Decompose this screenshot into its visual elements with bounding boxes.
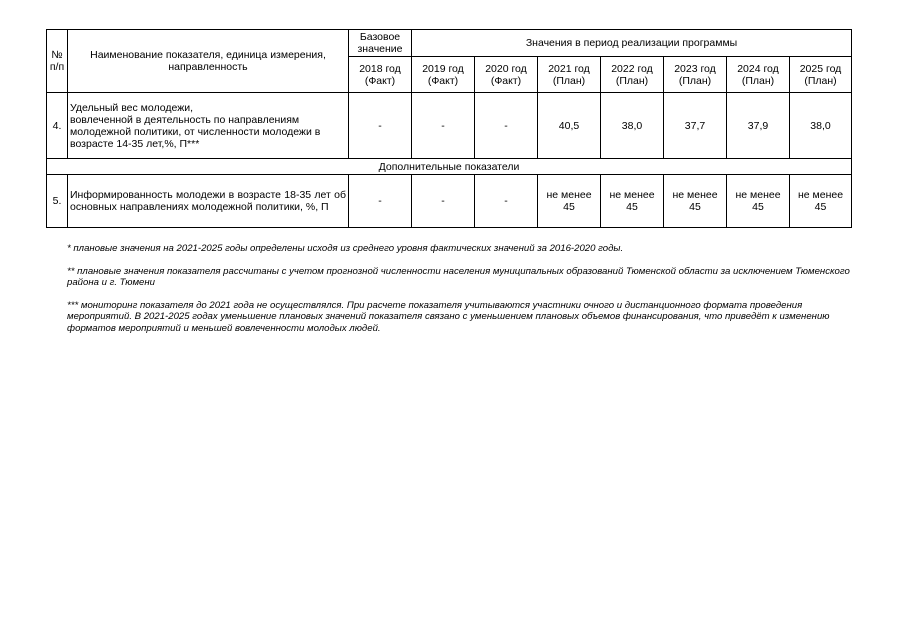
section-row: [47, 159, 852, 175]
header-year: 2023 год (План): [664, 57, 727, 93]
indicators-table: [46, 29, 852, 228]
value-cell: не менее 45: [727, 175, 790, 228]
value-cell: -: [349, 175, 412, 228]
table-row: [47, 93, 852, 159]
header-base-value: Базовое значение: [349, 30, 412, 57]
header-year: 2019 год (Факт): [412, 57, 475, 93]
footnotes: [67, 243, 857, 345]
footnote: *** мониторинг показателя до 2021 года не осуществлялся. При расчете показателя учитываются участники очного и дистанционного формата проведения мероприятий. В 2021-2025 годах уменьшение плановых значений показателя связано с уменьшением плановых объемов финансирования, что приведёт к изменению форматов мероприятий и меньшей вовлеченности молодых людей.: [67, 299, 830, 334]
header-row-1: [47, 30, 852, 57]
value-cell: -: [349, 93, 412, 159]
header-year: 2018 год (Факт): [349, 57, 412, 93]
row-number: 4.: [47, 93, 68, 159]
header-year: 2022 год (План): [601, 57, 664, 93]
value-cell: 38,0: [601, 93, 664, 159]
value-cell: 38,0: [790, 93, 852, 159]
value-cell: -: [475, 175, 538, 228]
header-year: 2020 год (Факт): [475, 57, 538, 93]
table-row: [47, 175, 852, 228]
header-year: 2025 год (План): [790, 57, 852, 93]
value-cell: не менее 45: [538, 175, 601, 228]
value-cell: не менее 45: [790, 175, 852, 228]
value-cell: -: [412, 93, 475, 159]
header-period-values: Значения в период реализации программы: [412, 30, 852, 57]
value-cell: -: [412, 175, 475, 228]
row-number: 5.: [47, 175, 68, 228]
section-title: Дополнительные показатели: [47, 159, 852, 175]
value-cell: 37,7: [664, 93, 727, 159]
value-cell: 40,5: [538, 93, 601, 159]
value-cell: 37,9: [727, 93, 790, 159]
footnote: * плановые значения на 2021-2025 годы определены исходя из среднего уровня фактических значений за 2016-2020 годы.: [67, 243, 624, 254]
footnote: ** плановые значения показателя рассчитаны с учетом прогнозной численности населения муниципальных образований Тюменской области за исключением Тюменского района и г. Тюмени: [67, 265, 850, 288]
header-year: 2024 год (План): [727, 57, 790, 93]
header-indicator-name: Наименование показателя, единица измерения, направленность: [68, 30, 349, 93]
header-year: 2021 год (План): [538, 57, 601, 93]
header-number: № п/п: [47, 30, 68, 93]
value-cell: не менее 45: [601, 175, 664, 228]
indicator-name: Удельный вес молодежи, вовлеченной в деятельность по направлениям молодежной политики, от численности молодежи в возрасте 14-35 лет,%, П***: [68, 93, 349, 159]
indicator-name: Информированность молодежи в возрасте 18-35 лет об основных направлениях молодежной политики, %, П: [68, 175, 349, 228]
value-cell: -: [475, 93, 538, 159]
value-cell: не менее 45: [664, 175, 727, 228]
